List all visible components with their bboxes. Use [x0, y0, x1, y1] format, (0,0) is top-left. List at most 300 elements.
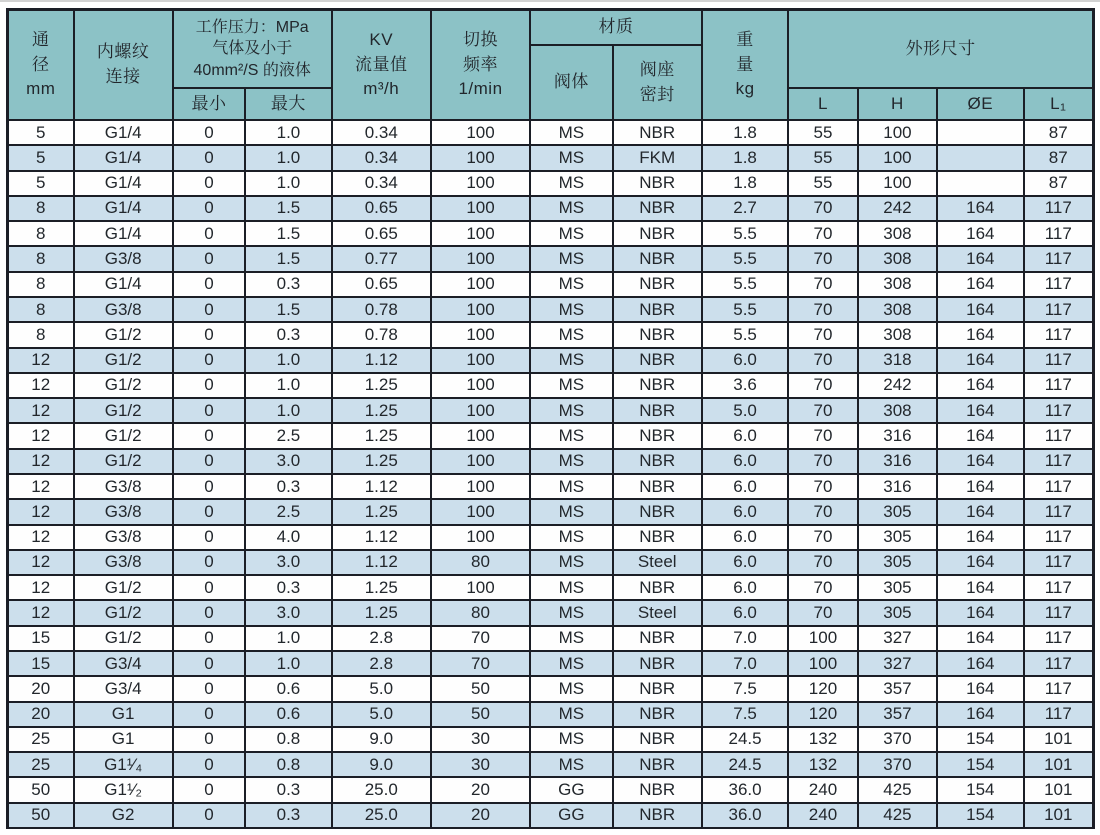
cell-r7-c13: 117 [1025, 273, 1093, 296]
cell-r28-c4: 0.3 [246, 804, 330, 827]
cell-r2-c1: 5 [9, 146, 73, 169]
cell-r17-c3: 0 [174, 526, 244, 549]
cell-r26-c3: 0 [174, 753, 244, 776]
cell-r9-c11: 308 [859, 323, 936, 346]
cell-r7-c10: 70 [789, 273, 856, 296]
cell-r19-c1: 12 [9, 576, 73, 599]
cell-r4-c12: 164 [938, 197, 1022, 220]
cell-r5-c3: 0 [174, 222, 244, 245]
cell-r20-c13: 117 [1025, 601, 1093, 624]
cell-r12-c13: 117 [1025, 399, 1093, 422]
cell-r4-c11: 242 [859, 197, 936, 220]
cell-r21-c1: 15 [9, 627, 73, 650]
cell-r19-c13: 117 [1025, 576, 1093, 599]
header-line: 径 [32, 54, 50, 74]
header-line: 材质 [598, 17, 634, 37]
cell-r25-c3: 0 [174, 728, 244, 751]
cell-r22-c12: 164 [938, 652, 1022, 675]
cell-r12-c6: 100 [432, 399, 529, 422]
cell-r6-c4: 1.5 [246, 247, 330, 270]
cell-r1-c12 [938, 121, 1022, 144]
cell-r16-c13: 117 [1025, 500, 1093, 523]
cell-r18-c13: 117 [1025, 551, 1093, 574]
cell-r20-c2: G1/2 [75, 601, 172, 624]
cell-r11-c8: NBR [614, 374, 701, 397]
cell-r10-c13: 117 [1025, 349, 1093, 372]
cell-r8-c12: 164 [938, 298, 1022, 321]
cell-r17-c6: 100 [432, 526, 529, 549]
header-line: 外形尺寸 [905, 38, 976, 58]
cell-r11-c1: 12 [9, 374, 73, 397]
cell-r3-c10: 55 [789, 172, 856, 195]
cell-r1-c4: 1.0 [246, 121, 330, 144]
cell-r2-c7: MS [531, 146, 611, 169]
cell-r26-c9: 24.5 [703, 753, 787, 776]
cell-r17-c5: 1.12 [333, 526, 430, 549]
header-kv-flow [333, 11, 430, 119]
cell-r27-c8: NBR [614, 778, 701, 801]
cell-r8-c11: 308 [859, 298, 936, 321]
cell-r12-c9: 5.0 [703, 399, 787, 422]
cell-r27-c2: G1¹⁄₂ [75, 778, 172, 801]
cell-r24-c4: 0.6 [246, 703, 330, 726]
header-dim-L1 [1025, 89, 1093, 119]
cell-r4-c1: 8 [9, 197, 73, 220]
cell-r7-c7: MS [531, 273, 611, 296]
cell-r15-c5: 1.12 [333, 475, 430, 498]
cell-r12-c10: 70 [789, 399, 856, 422]
cell-r21-c5: 2.8 [333, 627, 430, 650]
cell-r2-c9: 1.8 [703, 146, 787, 169]
cell-r26-c1: 25 [9, 753, 73, 776]
cell-r6-c8: NBR [614, 247, 701, 270]
cell-r7-c3: 0 [174, 273, 244, 296]
cell-r18-c12: 164 [938, 551, 1022, 574]
cell-r23-c6: 50 [432, 677, 529, 700]
cell-r21-c11: 327 [859, 627, 936, 650]
cell-r5-c8: NBR [614, 222, 701, 245]
cell-r11-c9: 3.6 [703, 374, 787, 397]
cell-r21-c2: G1/2 [75, 627, 172, 650]
cell-r3-c11: 100 [859, 172, 936, 195]
cell-r16-c2: G3/8 [75, 500, 172, 523]
cell-r21-c12: 164 [938, 627, 1022, 650]
cell-r6-c3: 0 [174, 247, 244, 270]
cell-r22-c4: 1.0 [246, 652, 330, 675]
cell-r5-c5: 0.65 [333, 222, 430, 245]
cell-r19-c8: NBR [614, 576, 701, 599]
header-switch-frequency [432, 11, 529, 119]
cell-r23-c3: 0 [174, 677, 244, 700]
cell-r28-c1: 50 [9, 804, 73, 827]
cell-r14-c2: G1/2 [75, 450, 172, 473]
cell-r2-c11: 100 [859, 146, 936, 169]
cell-r2-c6: 100 [432, 146, 529, 169]
cell-r10-c9: 6.0 [703, 349, 787, 372]
cell-r3-c1: 5 [9, 172, 73, 195]
cell-r2-c2: G1/4 [75, 146, 172, 169]
cell-r2-c5: 0.34 [333, 146, 430, 169]
cell-r18-c10: 70 [789, 551, 856, 574]
cell-r23-c5: 5.0 [333, 677, 430, 700]
cell-r26-c12: 154 [938, 753, 1022, 776]
cell-r18-c7: MS [531, 551, 611, 574]
cell-r2-c4: 1.0 [246, 146, 330, 169]
cell-r11-c2: G1/2 [75, 374, 172, 397]
cell-r11-c13: 117 [1025, 374, 1093, 397]
cell-r9-c2: G1/2 [75, 323, 172, 346]
cell-r18-c6: 80 [432, 551, 529, 574]
header-line: 阀体 [553, 72, 589, 92]
cell-r15-c10: 70 [789, 475, 856, 498]
cell-r25-c5: 9.0 [333, 728, 430, 751]
cell-r24-c5: 5.0 [333, 703, 430, 726]
cell-r20-c8: Steel [614, 601, 701, 624]
cell-r14-c4: 3.0 [246, 450, 330, 473]
cell-r16-c5: 1.25 [333, 500, 430, 523]
cell-r24-c1: 20 [9, 703, 73, 726]
cell-r13-c8: NBR [614, 424, 701, 447]
cell-r1-c6: 100 [432, 121, 529, 144]
cell-r20-c3: 0 [174, 601, 244, 624]
header-line: 流量值 [354, 54, 408, 74]
cell-r7-c9: 5.5 [703, 273, 787, 296]
cell-r8-c2: G3/8 [75, 298, 172, 321]
cell-r14-c6: 100 [432, 450, 529, 473]
cell-r28-c6: 20 [432, 804, 529, 827]
cell-r10-c4: 1.0 [246, 349, 330, 372]
cell-r19-c6: 100 [432, 576, 529, 599]
cell-r25-c11: 370 [859, 728, 936, 751]
cell-r28-c11: 425 [859, 804, 936, 827]
cell-r19-c2: G1/2 [75, 576, 172, 599]
header-line: 1/min [458, 79, 503, 99]
cell-r16-c6: 100 [432, 500, 529, 523]
cell-r2-c3: 0 [174, 146, 244, 169]
cell-r7-c5: 0.65 [333, 273, 430, 296]
cell-r26-c5: 9.0 [333, 753, 430, 776]
cell-r19-c12: 164 [938, 576, 1022, 599]
cell-r17-c10: 70 [789, 526, 856, 549]
cell-r28-c9: 36.0 [703, 804, 787, 827]
cell-r22-c7: MS [531, 652, 611, 675]
header-line: 通 [32, 30, 50, 50]
cell-r13-c2: G1/2 [75, 424, 172, 447]
cell-r3-c8: NBR [614, 172, 701, 195]
cell-r3-c7: MS [531, 172, 611, 195]
cell-r25-c9: 24.5 [703, 728, 787, 751]
cell-r2-c12 [938, 146, 1022, 169]
cell-r14-c5: 1.25 [333, 450, 430, 473]
cell-r25-c1: 25 [9, 728, 73, 751]
cell-r6-c12: 164 [938, 247, 1022, 270]
cell-r9-c8: NBR [614, 323, 701, 346]
cell-r18-c2: G3/8 [75, 551, 172, 574]
cell-r14-c13: 117 [1025, 450, 1093, 473]
cell-r16-c10: 70 [789, 500, 856, 523]
cell-r24-c2: G1 [75, 703, 172, 726]
cell-r6-c9: 5.5 [703, 247, 787, 270]
cell-r24-c3: 0 [174, 703, 244, 726]
cell-r12-c3: 0 [174, 399, 244, 422]
cell-r20-c1: 12 [9, 601, 73, 624]
header-line: 量 [736, 54, 754, 74]
cell-r23-c1: 20 [9, 677, 73, 700]
cell-r21-c4: 1.0 [246, 627, 330, 650]
header-line: 密封 [639, 84, 675, 104]
cell-r13-c11: 316 [859, 424, 936, 447]
cell-r13-c6: 100 [432, 424, 529, 447]
cell-r23-c10: 120 [789, 677, 856, 700]
cell-r7-c4: 0.3 [246, 273, 330, 296]
header-line: KV [369, 30, 394, 50]
cell-r9-c10: 70 [789, 323, 856, 346]
cell-r7-c8: NBR [614, 273, 701, 296]
cell-r22-c9: 7.0 [703, 652, 787, 675]
header-weight [703, 11, 787, 119]
cell-r1-c2: G1/4 [75, 121, 172, 144]
cell-r12-c8: NBR [614, 399, 701, 422]
cell-r20-c11: 305 [859, 601, 936, 624]
cell-r23-c7: MS [531, 677, 611, 700]
cell-r26-c11: 370 [859, 753, 936, 776]
cell-r17-c4: 4.0 [246, 526, 330, 549]
cell-r18-c9: 6.0 [703, 551, 787, 574]
cell-r26-c6: 30 [432, 753, 529, 776]
cell-r5-c7: MS [531, 222, 611, 245]
header-line: ØE [967, 93, 994, 113]
cell-r8-c4: 1.5 [246, 298, 330, 321]
cell-r14-c1: 12 [9, 450, 73, 473]
header-pressure-min [174, 89, 244, 119]
cell-r12-c12: 164 [938, 399, 1022, 422]
cell-r26-c2: G1¹⁄₄ [75, 753, 172, 776]
cell-r27-c3: 0 [174, 778, 244, 801]
cell-r7-c12: 164 [938, 273, 1022, 296]
cell-r8-c1: 8 [9, 298, 73, 321]
cell-r4-c10: 70 [789, 197, 856, 220]
cell-r4-c13: 117 [1025, 197, 1093, 220]
cell-r15-c2: G3/8 [75, 475, 172, 498]
cell-r25-c12: 154 [938, 728, 1022, 751]
cell-r28-c3: 0 [174, 804, 244, 827]
cell-r17-c7: MS [531, 526, 611, 549]
cell-r24-c6: 50 [432, 703, 529, 726]
cell-r4-c7: MS [531, 197, 611, 220]
header-line: 连接 [105, 67, 141, 86]
cell-r16-c3: 0 [174, 500, 244, 523]
cell-r19-c3: 0 [174, 576, 244, 599]
cell-r25-c10: 132 [789, 728, 856, 751]
cell-r24-c9: 7.5 [703, 703, 787, 726]
cell-r14-c10: 70 [789, 450, 856, 473]
cell-r11-c4: 1.0 [246, 374, 330, 397]
cell-r11-c12: 164 [938, 374, 1022, 397]
cell-r23-c4: 0.6 [246, 677, 330, 700]
cell-r5-c1: 8 [9, 222, 73, 245]
cell-r16-c11: 305 [859, 500, 936, 523]
cell-r12-c7: MS [531, 399, 611, 422]
cell-r23-c8: NBR [614, 677, 701, 700]
cell-r26-c10: 132 [789, 753, 856, 776]
cell-r9-c3: 0 [174, 323, 244, 346]
cell-r10-c3: 0 [174, 349, 244, 372]
cell-r5-c4: 1.5 [246, 222, 330, 245]
cell-r1-c13: 87 [1025, 121, 1093, 144]
cell-r16-c1: 12 [9, 500, 73, 523]
cell-r1-c8: NBR [614, 121, 701, 144]
cell-r26-c4: 0.8 [246, 753, 330, 776]
cell-r15-c11: 316 [859, 475, 936, 498]
cell-r11-c11: 242 [859, 374, 936, 397]
cell-r1-c10: 55 [789, 121, 856, 144]
cell-r10-c5: 1.12 [333, 349, 430, 372]
cell-r20-c10: 70 [789, 601, 856, 624]
cell-r22-c5: 2.8 [333, 652, 430, 675]
cell-r13-c9: 6.0 [703, 424, 787, 447]
cell-r12-c11: 308 [859, 399, 936, 422]
cell-r23-c12: 164 [938, 677, 1022, 700]
header-line: 切换 [463, 30, 498, 50]
cell-r21-c9: 7.0 [703, 627, 787, 650]
cell-r15-c9: 6.0 [703, 475, 787, 498]
header-dim-H [859, 89, 936, 119]
header-line: L [817, 93, 828, 113]
cell-r13-c1: 12 [9, 424, 73, 447]
cell-r23-c9: 7.5 [703, 677, 787, 700]
cell-r14-c7: MS [531, 450, 611, 473]
cell-r27-c1: 50 [9, 778, 73, 801]
cell-r6-c2: G3/8 [75, 247, 172, 270]
cell-r4-c9: 2.7 [703, 197, 787, 220]
cell-r28-c7: GG [531, 804, 611, 827]
cell-r20-c6: 80 [432, 601, 529, 624]
cell-r17-c1: 12 [9, 526, 73, 549]
cell-r3-c13: 87 [1025, 172, 1093, 195]
cell-r9-c5: 0.78 [333, 323, 430, 346]
cell-r22-c10: 100 [789, 652, 856, 675]
cell-r24-c11: 357 [859, 703, 936, 726]
cell-r9-c4: 0.3 [246, 323, 330, 346]
cell-r22-c2: G3/4 [75, 652, 172, 675]
cell-r10-c2: G1/2 [75, 349, 172, 372]
cell-r1-c11: 100 [859, 121, 936, 144]
cell-r13-c7: MS [531, 424, 611, 447]
cell-r18-c4: 3.0 [246, 551, 330, 574]
cell-r12-c1: 12 [9, 399, 73, 422]
cell-r16-c9: 6.0 [703, 500, 787, 523]
cell-r15-c12: 164 [938, 475, 1022, 498]
cell-r11-c10: 70 [789, 374, 856, 397]
header-line: kg [735, 79, 755, 99]
cell-r27-c4: 0.3 [246, 778, 330, 801]
cell-r5-c2: G1/4 [75, 222, 172, 245]
cell-r25-c4: 0.8 [246, 728, 330, 751]
cell-r9-c12: 164 [938, 323, 1022, 346]
cell-r18-c11: 305 [859, 551, 936, 574]
cell-r7-c1: 8 [9, 273, 73, 296]
cell-r28-c12: 154 [938, 804, 1022, 827]
cell-r1-c3: 0 [174, 121, 244, 144]
cell-r21-c10: 100 [789, 627, 856, 650]
cell-r5-c12: 164 [938, 222, 1022, 245]
cell-r3-c9: 1.8 [703, 172, 787, 195]
header-line: 最大 [270, 93, 306, 113]
cell-r26-c13: 101 [1025, 753, 1093, 776]
cell-r25-c6: 30 [432, 728, 529, 751]
cell-r24-c8: NBR [614, 703, 701, 726]
cell-r6-c13: 117 [1025, 247, 1093, 270]
cell-r5-c6: 100 [432, 222, 529, 245]
cell-r3-c4: 1.0 [246, 172, 330, 195]
cell-r10-c10: 70 [789, 349, 856, 372]
cell-r6-c6: 100 [432, 247, 529, 270]
cell-r12-c2: G1/2 [75, 399, 172, 422]
header-line: 频率 [463, 54, 498, 74]
cell-r19-c10: 70 [789, 576, 856, 599]
cell-r20-c4: 3.0 [246, 601, 330, 624]
cell-r3-c6: 100 [432, 172, 529, 195]
cell-r6-c5: 0.77 [333, 247, 430, 270]
header-line: 最小 [191, 93, 227, 113]
cell-r4-c3: 0 [174, 197, 244, 220]
cell-r19-c7: MS [531, 576, 611, 599]
cell-r13-c3: 0 [174, 424, 244, 447]
cell-r8-c8: NBR [614, 298, 701, 321]
cell-r11-c7: MS [531, 374, 611, 397]
cell-r17-c13: 117 [1025, 526, 1093, 549]
cell-r4-c8: NBR [614, 197, 701, 220]
cell-r21-c3: 0 [174, 627, 244, 650]
header-line: 40mm²/S 的液体 [193, 61, 311, 79]
cell-r18-c8: Steel [614, 551, 701, 574]
cell-r25-c8: NBR [614, 728, 701, 751]
cell-r11-c3: 0 [174, 374, 244, 397]
cell-r27-c7: GG [531, 778, 611, 801]
cell-r8-c10: 70 [789, 298, 856, 321]
cell-r28-c5: 25.0 [333, 804, 430, 827]
cell-r3-c12 [938, 172, 1022, 195]
cell-r25-c7: MS [531, 728, 611, 751]
cell-r16-c8: NBR [614, 500, 701, 523]
cell-r15-c1: 12 [9, 475, 73, 498]
cell-r23-c11: 357 [859, 677, 936, 700]
cell-r1-c1: 5 [9, 121, 73, 144]
header-line: mm [26, 79, 56, 99]
cell-r14-c3: 0 [174, 450, 244, 473]
cell-r28-c8: NBR [614, 804, 701, 827]
cell-r17-c11: 305 [859, 526, 936, 549]
cell-r25-c2: G1 [75, 728, 172, 751]
cell-r8-c7: MS [531, 298, 611, 321]
cell-r18-c5: 1.12 [333, 551, 430, 574]
top-edge-line [0, 0, 1100, 2]
cell-r20-c7: MS [531, 601, 611, 624]
cell-r20-c9: 6.0 [703, 601, 787, 624]
header-valve-body [531, 46, 611, 119]
cell-r28-c2: G2 [75, 804, 172, 827]
cell-r15-c8: NBR [614, 475, 701, 498]
cell-r13-c13: 117 [1025, 424, 1093, 447]
header-dimensions [789, 11, 1092, 87]
cell-r27-c6: 20 [432, 778, 529, 801]
cell-r9-c9: 5.5 [703, 323, 787, 346]
cell-r10-c12: 164 [938, 349, 1022, 372]
cell-r24-c12: 164 [938, 703, 1022, 726]
header-dim-L [789, 89, 856, 119]
cell-r18-c1: 12 [9, 551, 73, 574]
cell-r12-c4: 1.0 [246, 399, 330, 422]
